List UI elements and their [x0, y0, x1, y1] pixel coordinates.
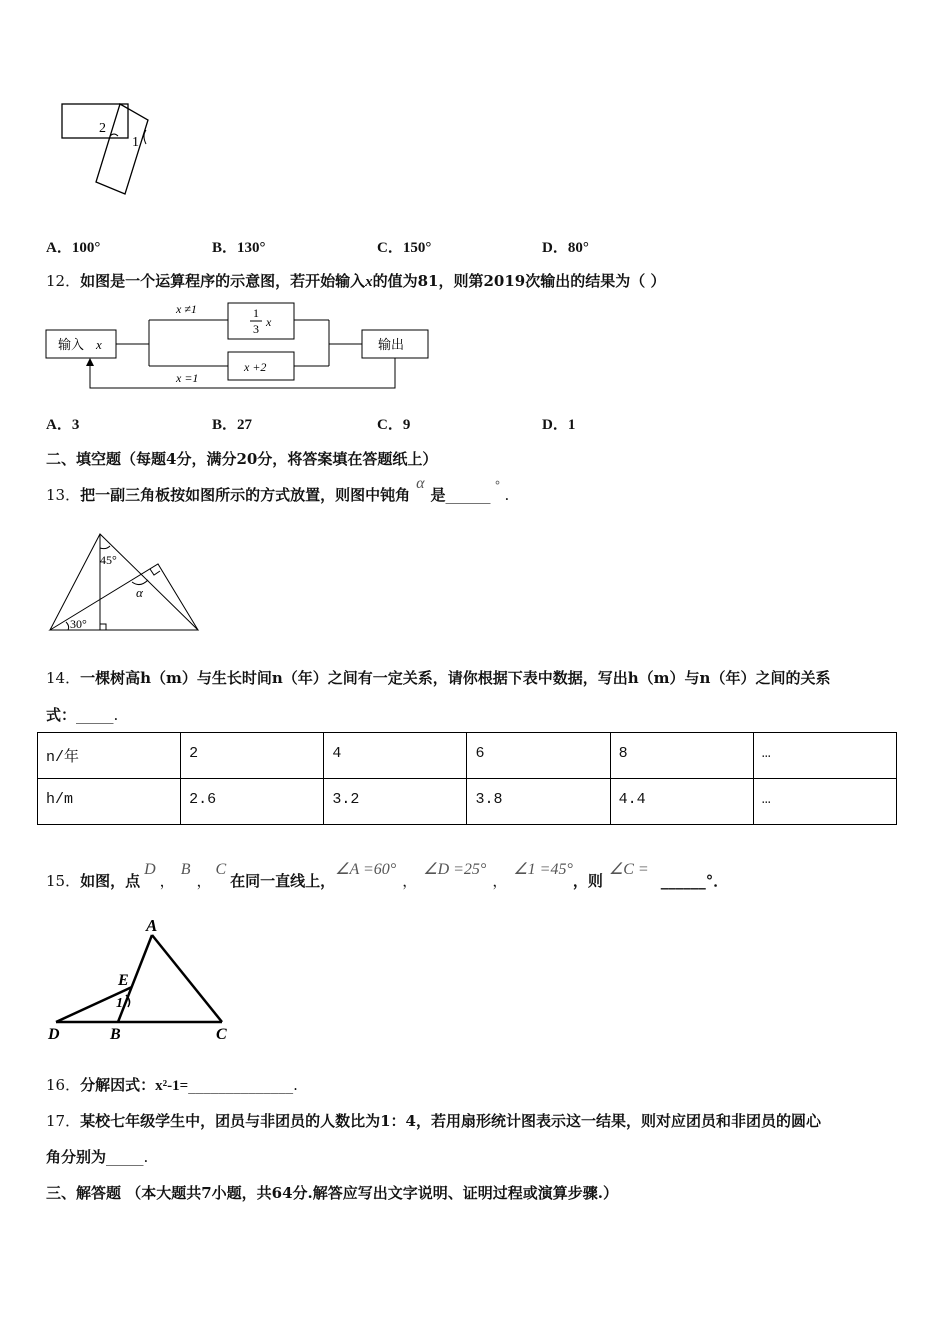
q13-fig-45: 45° [100, 553, 117, 567]
table-cell: 6 [467, 733, 610, 779]
q11-option-c: C．150° [377, 240, 432, 256]
q15-point-d: D [144, 861, 156, 878]
svg-text:x: x [266, 315, 272, 329]
q11-option-b: B．130° [212, 240, 266, 256]
q17-end: . [143, 1148, 149, 1166]
q12-option-a: A．3 [46, 417, 80, 433]
q15-sep3: ， [402, 872, 418, 890]
q15-angle-d: ∠D =25° [423, 861, 487, 878]
q12-flowchart [44, 300, 434, 390]
q13-number: 13． [46, 486, 81, 504]
q16-text: 分解因式： [80, 1076, 156, 1094]
q12-option-c: C．9 [377, 417, 411, 433]
flow-expr-num: 1 [253, 306, 259, 320]
q12-var-x: x [365, 274, 373, 290]
q13-figure [46, 530, 206, 635]
q16-end: . [293, 1076, 298, 1094]
q15-text3: ，则 [572, 872, 603, 890]
q13-fig-30: 30° [70, 617, 87, 631]
q12-text-after: 的值为81，则第2019次输出的结果为（ ） [372, 272, 666, 290]
table-cell: 3.8 [467, 779, 610, 825]
q15-text1: 如图，点 [80, 872, 141, 890]
q13-fig-alpha: α [136, 585, 143, 600]
q11-figure [58, 100, 158, 195]
q17-blank: _____ [106, 1148, 144, 1166]
q15-fig-a: A [146, 916, 158, 935]
q15-fig-1: 1 [116, 996, 123, 1011]
q15-sep4: ， [492, 872, 508, 890]
q15-angle-c: ∠C = [608, 861, 649, 878]
q12-text-before: 如图是一个运算程序的示意图，若开始输入 [80, 272, 366, 290]
table-cell: … [753, 733, 896, 779]
q16-blank: ______________ [188, 1076, 294, 1094]
table-cell: … [753, 779, 896, 825]
table-cell: n/年 [38, 733, 181, 779]
table-cell: 2 [181, 733, 324, 779]
table-cell: h/m [38, 779, 181, 825]
q15-fig-c: C [216, 1026, 227, 1043]
q13-blank: ______ [445, 486, 491, 504]
q15-end: °． [705, 872, 729, 890]
q12-option-d: D．1 [542, 417, 576, 433]
q15-text2: 在同一直线上， [230, 872, 336, 890]
q15-point-b: B [180, 861, 191, 878]
q12-question [46, 270, 665, 291]
q14-number: 14． [46, 669, 81, 687]
q15-fig-b: B [110, 1026, 121, 1043]
flow-cond-top: x ≠1 [176, 302, 197, 316]
q11-option-d: D．80° [542, 240, 589, 256]
q15-angle-a: ∠A =60° [335, 861, 397, 878]
table-cell: 3.2 [324, 779, 467, 825]
q11-angle-1: 1 [132, 135, 139, 150]
q13-alpha: α [416, 475, 425, 492]
q11-option-a: A．100° [46, 240, 101, 256]
q13-text-before: 把一副三角板按如图所示的方式放置，则图中钝角 [80, 486, 411, 504]
q14-line1 [46, 667, 830, 688]
section-3-heading: 三、解答题 （本大题共7小题，共64分.解答应写出文字说明、证明过程或演算步骤.） [46, 1184, 618, 1202]
q15-sep2: ， [196, 872, 212, 890]
q15-fig-e: E [118, 972, 129, 989]
q12-number: 12． [46, 272, 81, 290]
table-row [38, 733, 897, 779]
q17-line2 [46, 1146, 148, 1167]
q15-fig-d: D [48, 1026, 60, 1043]
q13-degree: ° [494, 479, 501, 493]
q13-end: . [504, 486, 510, 504]
svg-text:x: x [96, 337, 102, 352]
q15-figure [46, 915, 236, 1045]
q17-text-line1: 某校七年级学生中，团员与非团员的人数比为1：4，若用扇形统计图表示这一结果，则对应团员和非团员的圆心 [80, 1112, 821, 1130]
section-2-heading: 二、填空题（每题4分，满分20分，将答案填在答题纸上） [46, 450, 438, 468]
q12-option-b: B．27 [212, 417, 253, 433]
q15-point-c: C [215, 861, 227, 878]
q16-number: 16． [46, 1076, 81, 1094]
q15-question [46, 858, 729, 890]
q13-text-after: 是 [430, 486, 446, 504]
flow-input-label: 输入 [58, 337, 85, 352]
q17-text-line2: 角分别为 [46, 1148, 107, 1166]
q15-number: 15． [46, 872, 81, 890]
q14-table [37, 732, 897, 825]
flow-expr-bottom: x +2 [244, 360, 267, 374]
q15-blank: ______ [660, 872, 706, 890]
q15-angle-1: ∠1 =45° [513, 861, 573, 878]
flow-expr-den: 3 [253, 322, 259, 336]
q15-sep1: ， [159, 872, 175, 890]
table-cell: 4 [324, 733, 467, 779]
flow-cond-bottom: x =1 [176, 371, 199, 385]
table-row [38, 779, 897, 825]
q16-expression: x²-1= [155, 1078, 189, 1094]
flow-output-label: 输出 [378, 337, 405, 352]
table-cell: 2.6 [181, 779, 324, 825]
table-cell: 8 [610, 733, 753, 779]
q17-number: 17． [46, 1112, 81, 1130]
q14-text-line1: 一棵树高h（m）与生长时间n（年）之间有一定关系，请你根据下表中数据，写出h（m）与n（年）之间的关系 [80, 669, 831, 687]
q16-question [46, 1074, 298, 1095]
q14-blank: _____ [76, 706, 114, 724]
q11-angle-2: 2 [99, 121, 106, 136]
table-cell: 4.4 [610, 779, 753, 825]
q14-prefix: 式： [46, 706, 77, 724]
q14-end: . [113, 706, 119, 724]
q13-question [46, 475, 510, 505]
q14-line2 [46, 704, 118, 725]
q17-line1 [46, 1110, 821, 1131]
